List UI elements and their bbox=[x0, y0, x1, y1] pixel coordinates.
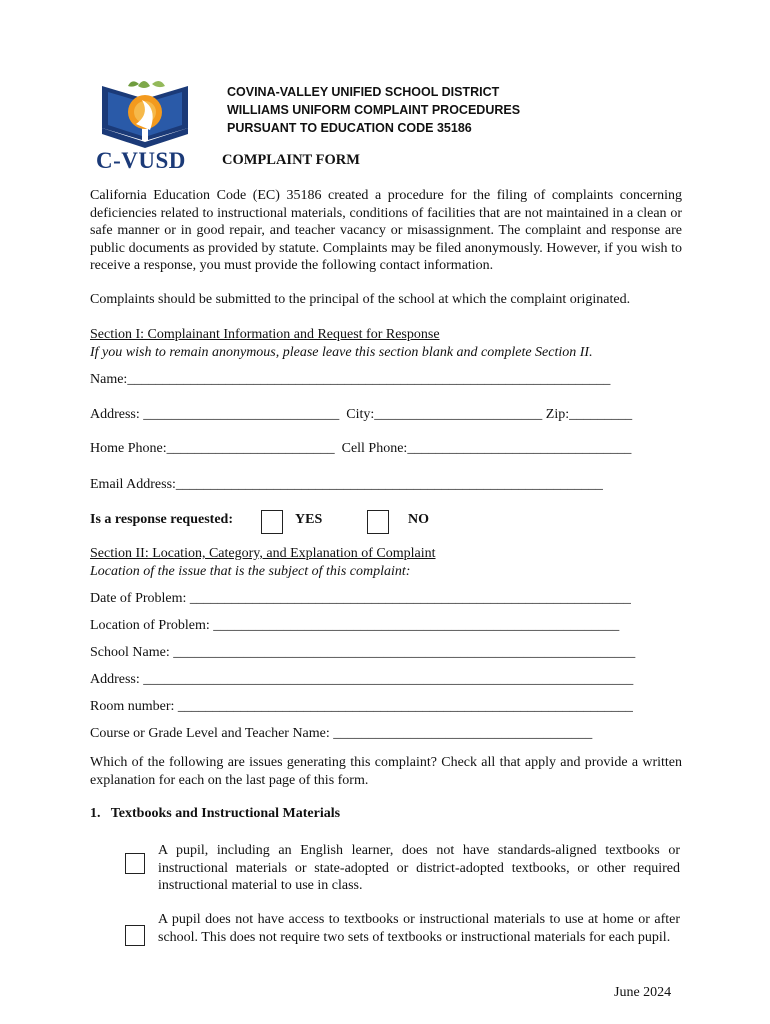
footer-date: June 2024 bbox=[614, 985, 672, 1000]
course-teacher-field[interactable]: Course or Grade Level and Teacher Name: _____________________________________ bbox=[90, 726, 593, 741]
submission-note: Complaints should be submitted to the principal of the school at which the complaint originated. bbox=[90, 292, 631, 307]
district-name: COVINA-VALLEY UNIFIED SCHOOL DISTRICT bbox=[227, 85, 500, 99]
no-checkbox[interactable] bbox=[367, 510, 389, 534]
location-of-problem-field[interactable]: Location of Problem: __________________________________________________________ bbox=[90, 618, 620, 633]
education-code-line: PURSUANT TO EDUCATION CODE 35186 bbox=[227, 121, 472, 135]
textbooks-item2-checkbox[interactable] bbox=[125, 925, 145, 946]
yes-checkbox[interactable] bbox=[261, 510, 283, 534]
logo-wordmark: C-VUSD bbox=[96, 148, 186, 173]
procedure-title: WILLIAMS UNIFORM COMPLAINT PROCEDURES bbox=[227, 103, 521, 117]
phone-fields[interactable]: Home Phone:________________________ Cell Phone:________________________________ bbox=[90, 441, 632, 456]
section1-heading: Section I: Complainant Information and Request for Response bbox=[90, 327, 440, 342]
school-address-field[interactable]: Address: ______________________________________________________________________ bbox=[90, 672, 634, 687]
section1-subheading: If you wish to remain anonymous, please leave this section blank and complete Section II. bbox=[90, 345, 593, 360]
date-of-problem-field[interactable]: Date of Problem: _______________________________________________________________ bbox=[90, 591, 631, 606]
issue-question: Which of the following are issues generating this complaint? Check all that apply and provide a written explanation for each on the last page of this form. bbox=[90, 755, 682, 788]
email-field[interactable]: Email Address:_____________________________________________________________ bbox=[90, 477, 603, 492]
textbooks-item1-text: A pupil, including an English learner, does not have standards-aligned textbooks or instructional materials or state-adopted or district-adopted textbooks, or other required instructional material to use in class. bbox=[158, 843, 680, 894]
school-name-field[interactable]: School Name: __________________________________________________________________ bbox=[90, 645, 636, 660]
textbooks-heading: 1. Textbooks and Instructional Materials bbox=[90, 806, 341, 821]
textbooks-item1-checkbox[interactable] bbox=[125, 853, 145, 874]
section2-heading: Section II: Location, Category, and Explanation of Complaint bbox=[90, 546, 436, 561]
room-number-field[interactable]: Room number: _________________________________________________________________ bbox=[90, 699, 633, 714]
form-title: COMPLAINT FORM bbox=[222, 152, 360, 168]
response-question: Is a response requested: bbox=[90, 512, 233, 527]
address-city-zip-field[interactable]: Address: ____________________________ City:________________________ Zip:_________ bbox=[90, 407, 633, 422]
yes-label: YES bbox=[295, 512, 323, 527]
document-header bbox=[227, 83, 520, 137]
intro-paragraph: California Education Code (EC) 35186 created a procedure for the filing of complaints concerning deficiencies related to instructional materials, conditions of facilities that are not maintained in a clean or safe manner or in good repair, and teacher vacancy or misassignment. The complaint and response are public documents as provided by statute. Complaints may be filed anonymously. However, if you wish to receive a response, you must provide the following contact information. bbox=[90, 188, 682, 274]
district-logo bbox=[92, 78, 204, 174]
no-label: NO bbox=[408, 512, 429, 527]
textbooks-item2-text: A pupil does not have access to textbooks or instructional materials to use at home or after school. This does not require two sets of textbooks or instructional materials for each pupil. bbox=[158, 912, 680, 945]
book-sun-icon bbox=[92, 78, 204, 150]
name-field[interactable]: Name:_____________________________________________________________________ bbox=[90, 372, 611, 387]
section2-subheading: Location of the issue that is the subject of this complaint: bbox=[90, 564, 411, 579]
